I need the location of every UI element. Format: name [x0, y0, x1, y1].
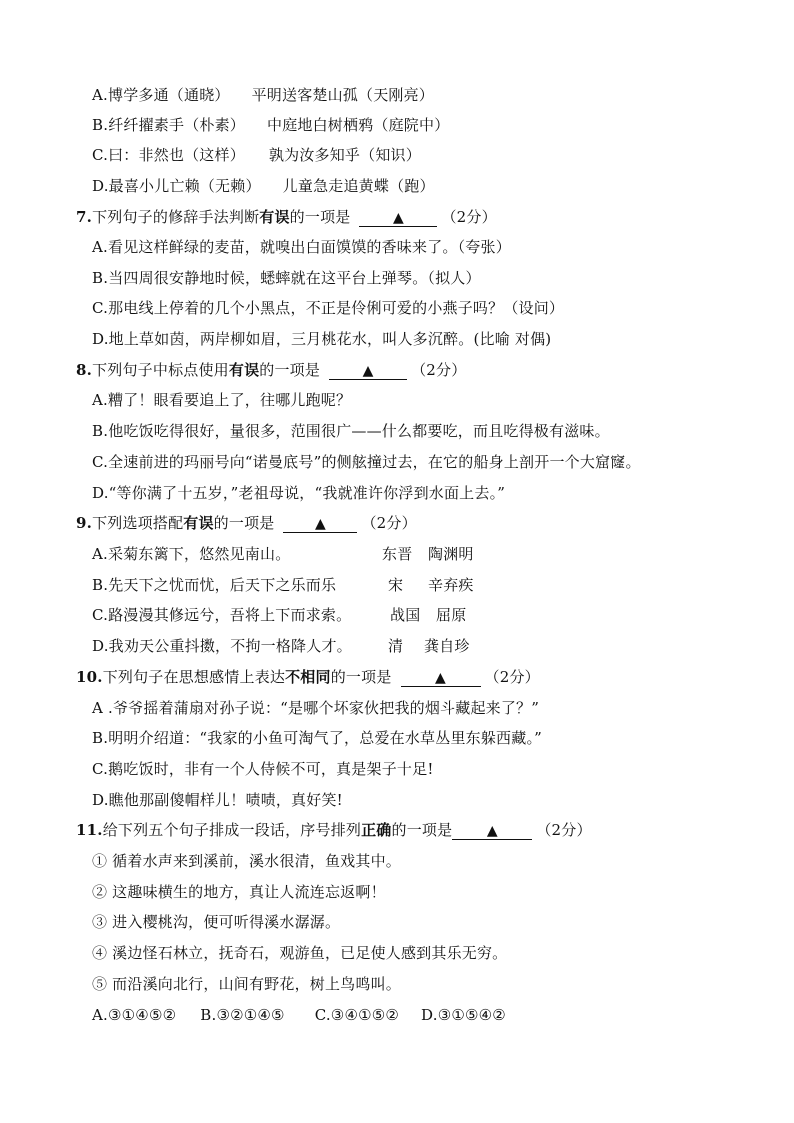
q8-option: D.“等你满了十五岁，”老祖母说，“我就准许你浮到水面上去。”: [92, 484, 506, 502]
q7-option: A.看见这样鲜绿的麦苗，就嗅出白面馍馍的香味来了。（夸张）: [92, 238, 511, 256]
q11-sentence: ② 这趣味横生的地方，真让人流连忘返啊！: [92, 883, 386, 901]
q7-option: D.地上草如茵，两岸柳如眉，三月桃花水，叫人多沉醉。(比喻 对偶): [92, 330, 552, 348]
answer-blank[interactable]: [359, 208, 437, 227]
q9-option: B.先天下之忧而忧，后天下之乐而乐 宋 辛弃疾: [92, 576, 474, 594]
triangle-icon: ▲: [314, 516, 326, 532]
answer-blank[interactable]: [401, 668, 481, 687]
question-9-stem: 9.下列选项搭配有误的一项是 ▲ （2分）: [76, 514, 417, 532]
question-10-stem: 10.下列句子在思想感情上表达不相同的一项是 ▲ （2分）: [76, 668, 540, 686]
triangle-icon: ▲: [392, 210, 404, 226]
q8-option: C.全速前进的玛丽号向“诺曼底号”的侧舷撞过去，在它的船身上剖开一个大窟窿。: [92, 453, 641, 471]
answer-blank[interactable]: [283, 514, 357, 533]
triangle-icon: ▲: [435, 670, 446, 686]
q11-sentence: ① 循着水声来到溪前，溪水很清，鱼戏其中。: [92, 852, 401, 870]
q11-sentence: ⑤ 而沿溪向北行，山间有野花，树上鸟鸣叫。: [92, 975, 401, 993]
q8-option: A.糟了！眼看要追上了，往哪儿跑呢？: [92, 391, 352, 409]
q6-option-a: A.博学多通（通晓） 平明送客楚山孤（天刚亮）: [92, 86, 435, 104]
q9-option: C.路漫漫其修远兮，吾将上下而求索。 战国 屈原: [92, 606, 467, 624]
q10-option: D.瞧他那副傻帽样儿！啧啧，真好笑!: [92, 791, 343, 809]
triangle-icon: ▲: [362, 363, 374, 379]
q10-option: B.明明介绍道：“我家的小鱼可淘气了，总爱在水草丛里东躲西藏。”: [92, 729, 543, 747]
question-7-stem: 7.下列句子的修辞手法判断有误的一项是 ▲ （2分）: [76, 208, 497, 226]
q6-option-d: D.最喜小儿亡赖（无赖） 儿童急走追黄蝶（跑）: [92, 177, 435, 195]
q11-answer-b: B.③②①④⑤: [200, 1006, 285, 1024]
q10-option: C.鹅吃饭时，非有一个人侍候不可，真是架子十足!: [92, 760, 434, 778]
question-8-stem: 8.下列句子中标点使用有误的一项是 ▲ （2分）: [76, 361, 467, 379]
triangle-icon: ▲: [486, 823, 498, 839]
q11-answer-a: A.③①④⑤②: [92, 1006, 177, 1024]
q9-option: D.我劝天公重抖擞，不拘一格降人才。 清 龚自珍: [92, 637, 470, 655]
q6-option-b: B.纤纤擢素手（朴素） 中庭地白树栖鸦（庭院中）: [92, 116, 450, 134]
q11-sentence: ③ 进入樱桃沟，便可听得溪水潺潺。: [92, 913, 341, 931]
q8-option: B.他吃饭吃得很好，量很多，范围很广——什么都要吃，而且吃得极有滋味。: [92, 422, 610, 440]
q7-option: B.当四周很安静地时候，蟋蟀就在这平台上弹琴。（拟人）: [92, 269, 481, 287]
answer-blank[interactable]: [452, 821, 532, 840]
q11-answer-c: C.③④①⑤②: [314, 1006, 400, 1024]
q6-option-c: C.曰：非然也（这样） 孰为汝多知乎（知识）: [92, 146, 421, 164]
question-11-stem: 11.给下列五个句子排成一段话，序号排列正确的一项是 ▲ （2分）: [76, 821, 592, 839]
q10-option: A .爷爷摇着蒲扇对孙子说：“是哪个坏家伙把我的烟斗藏起来了？”: [92, 699, 540, 717]
q11-answer-options: [92, 1004, 506, 1026]
q11-sentence: ④ 溪边怪石林立，抚奇石，观游鱼，已足使人感到其乐无穷。: [92, 944, 508, 962]
q7-option: C.那电线上停着的几个小黑点，不正是伶俐可爱的小燕子吗？（设问）: [92, 299, 565, 317]
q9-option: A.采菊东篱下，悠然见南山。 东晋 陶渊明: [92, 545, 474, 563]
answer-blank[interactable]: [329, 361, 407, 380]
q11-answer-d: D.③①⑤④②: [421, 1006, 506, 1024]
